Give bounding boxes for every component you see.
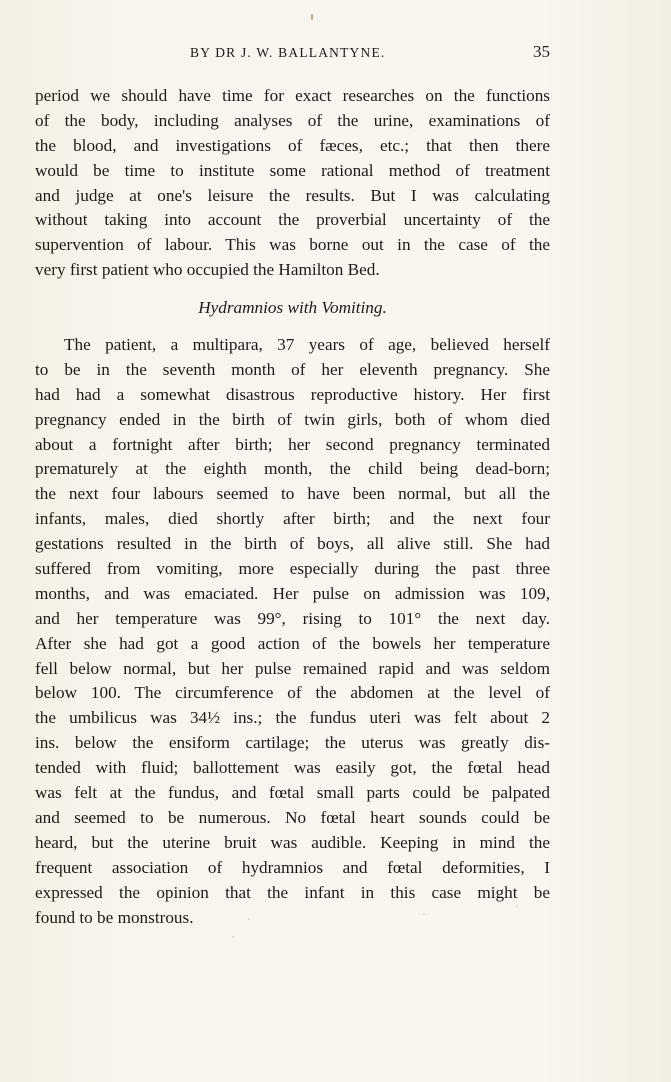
text-line: the umbilicus was 34½ ins.; the fundus uteri was felt about 2 xyxy=(35,708,550,728)
text-line: heard, but the uterine bruit was audible. Keeping in mind the xyxy=(35,832,550,852)
text-line: had had a somewhat disastrous reproductive history. Her first xyxy=(35,384,550,404)
paper-speck xyxy=(423,913,425,915)
text-line: would be time to institute some rational method of treatment xyxy=(35,160,550,180)
text-line: months, and was emaciated. Her pulse on admission was 109, xyxy=(35,583,550,603)
text-line: and seemed to be numerous. No fœtal heart sounds could be xyxy=(35,807,550,827)
paper-speck xyxy=(516,905,518,907)
text-line: without taking into account the proverbial uncertainty of the xyxy=(35,210,550,230)
page-header xyxy=(35,42,550,64)
text-line: prematurely at the eighth month, the child being dead-born; xyxy=(35,459,550,479)
text-line: to be in the seventh month of her eleventh pregnancy. She xyxy=(35,359,550,379)
text-line: fell below normal, but her pulse remained rapid and was seldom xyxy=(35,658,550,678)
text-line: expressed the opinion that the infant in this case might be xyxy=(35,882,550,902)
page-number: 35 xyxy=(533,42,550,61)
text-line: frequent association of hydramnios and fœtal deformities, I xyxy=(35,857,550,877)
text-line: and her temperature was 99°, rising to 101° the next day. xyxy=(35,608,550,628)
running-head: BY DR J. W. BALLANTYNE. xyxy=(190,45,386,60)
paragraph-1 xyxy=(35,84,550,283)
paper-speck xyxy=(232,936,235,938)
text-line: the next four labours seemed to have been normal, but all the xyxy=(35,484,550,504)
text-line: period we should have time for exact researches on the functions xyxy=(35,86,550,105)
text-line: below 100. The circumference of the abdomen at the level of xyxy=(35,683,550,703)
text-line: the blood, and investigations of fæces, etc.; that then there xyxy=(35,135,550,155)
paper-speck xyxy=(248,918,250,920)
section-title: Hydramnios with Vomiting. xyxy=(198,298,387,318)
text-line: supervention of labour. This was borne out in the case of the xyxy=(35,235,550,255)
ink-mark xyxy=(311,14,313,20)
text-line: was felt at the fundus, and fœtal small parts could be palpated xyxy=(35,783,550,803)
text-line: After she had got a good action of the bowels her temperature xyxy=(35,633,550,653)
text-line: about a fortnight after birth; her second pregnancy terminated xyxy=(35,434,550,454)
paragraph-2 xyxy=(35,333,550,930)
paper-speck xyxy=(533,254,535,256)
text-line: gestations resulted in the birth of boys, all alive still. She had xyxy=(35,534,550,554)
text-line: ins. below the ensiform cartilage; the uterus was greatly dis- xyxy=(35,733,550,753)
text-line: The patient, a multipara, 37 years of age, believed herself xyxy=(64,335,550,355)
text-line: of the body, including analyses of the urine, examinations of xyxy=(35,110,550,130)
text-line: found to be monstrous. xyxy=(35,907,194,927)
text-line: tended with fluid; ballottement was easily got, the fœtal head xyxy=(35,758,550,778)
text-line: suffered from vomiting, more especially during the past three xyxy=(35,559,550,579)
text-line: and judge at one's leisure the results. But I was calculating xyxy=(35,185,550,205)
text-line: infants, males, died shortly after birth; and the next four xyxy=(35,509,550,529)
text-line: pregnancy ended in the birth of twin girls, both of whom died xyxy=(35,409,550,429)
text-line: very first patient who occupied the Hamilton Bed. xyxy=(35,260,380,280)
body-text xyxy=(35,84,550,930)
